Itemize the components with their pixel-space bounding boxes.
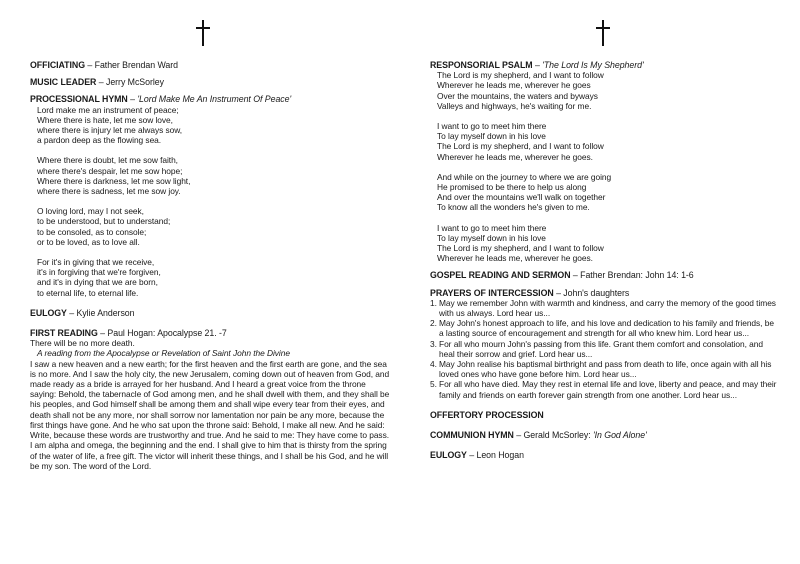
psalm-line: Wherever he leads me, wherever he goes. — [437, 151, 593, 162]
reading-body: I saw a new heaven and a new earth; for the first heaven and the first earth are gone, and the sea is no more. And I saw the holy city, the new Jerusalem, coming down out of heaven from God, and made ready as a bride is arrayed for her husband. And I heard a great voice from the throne saying: Behold, the tabernacle of God among men, and he shall dwell with them, and they shall be his peoples, and God himself shall be among them and shall wipe every tear from their eyes, and death shall not be any more, nor shall sorrow nor lamentation nor pain be any more, because the first things have gone. And he who sat upon the throne said: Behold, I make all new. And he said: Write, because these words are trustworthy and true. And he said to me: They have come to pass. I am alpha and omega, the beginning and the end. I shall give to him that is thirsty from the spring of the water of life, a free gift. The victor will inherit these things, and I shall be his God, and he will be my son. The word of the Lord. — [30, 358, 390, 471]
officiating-label: OFFICIATING — [30, 60, 85, 70]
psalm-line: The Lord is my shepherd, and I want to follow — [437, 141, 604, 152]
offertory-section — [430, 410, 780, 420]
hymn-line: to eternal life, to eternal life. — [37, 287, 139, 298]
music-leader-section — [30, 77, 390, 87]
first-reading-label: FIRST READING — [30, 328, 98, 339]
processional-title: 'Lord Make Me An Instrument Of Peace' — [137, 94, 292, 105]
prayer-text: May John realise his baptismal birthright and pass from death to life, once again with all his loved ones who have gone before him. Lord hear us... — [439, 359, 772, 380]
communion-value: – Gerald McSorley: — [513, 430, 594, 441]
hymn-stanza — [30, 206, 390, 247]
list-item — [430, 339, 780, 359]
eulogy2-label: EULOGY — [430, 450, 467, 461]
hymn-line: to be consoled, as to console; — [37, 226, 147, 237]
communion-label: COMMUNION HYMN — [430, 430, 514, 441]
officiating-section — [30, 60, 390, 70]
reading-intro: There will be no more death. — [30, 338, 135, 349]
prayer-number: 2. — [430, 318, 437, 329]
hymn-line: where there is injury let me always sow, — [37, 125, 183, 136]
processional-label: PROCESSIONAL HYMN — [30, 94, 128, 105]
communion-hymn-section — [430, 430, 780, 440]
psalm-stanza — [430, 172, 780, 213]
psalm-stanza — [430, 223, 780, 264]
psalm-line: And while on the journey to where we are going — [437, 171, 612, 182]
psalm-line: The Lord is my shepherd, and I want to follow — [437, 70, 604, 81]
officiating-value: – Father Brendan Ward — [85, 60, 178, 70]
psalm-line: I want to go to meet him there — [437, 222, 547, 233]
hymn-line: it's in forgiving that we're forgiven, — [37, 267, 161, 278]
prayer-text: For all who have died. May they rest in eternal life and love, liberty and peace, and may their family and friends on earth forever gain strength from one another. Lord hear us... — [439, 379, 777, 400]
prayer-text: May we remember John with warmth and kindness, and carry the memory of the good times with us always. Lord hear us... — [439, 297, 776, 319]
list-item — [430, 298, 780, 318]
psalm-line: To lay myself down in his love — [437, 232, 546, 243]
processional-dash: – — [127, 94, 138, 105]
first-reading-value: – Paul Hogan: Apocalypse 21. -7 — [97, 328, 227, 339]
hymn-line: O loving lord, may I not seek, — [37, 206, 144, 217]
list-item — [430, 318, 780, 338]
prayer-text: May John's honest approach to life, and his love and dedication to his family and friends, be a lasting source of encouragement and strength for all who knew him. Lord hear us... — [439, 318, 774, 339]
hymn-stanza — [30, 105, 390, 146]
list-item — [430, 359, 780, 379]
hymn-line: For it's in giving that we receive, — [37, 257, 155, 268]
psalm-line: I want to go to meet him there — [437, 121, 547, 132]
processional-hymn-section — [30, 94, 390, 297]
psalm-label: RESPONSORIAL PSALM — [430, 60, 533, 70]
psalm-line: Valleys and highways, he's waiting for me. — [437, 100, 592, 111]
psalm-line: To lay myself down in his love — [437, 131, 546, 142]
psalm-title: 'The Lord Is My Shepherd' — [542, 60, 644, 70]
psalm-line: He promised to be there to help us along — [437, 182, 587, 193]
eulogy-section — [30, 308, 390, 318]
hymn-line: Where there is doubt, let me sow faith, — [37, 155, 178, 166]
gospel-section — [430, 270, 780, 280]
left-column — [30, 60, 390, 471]
hymn-line: Where there is darkness, let me sow light, — [37, 175, 191, 186]
psalm-line: Wherever he leads me, wherever he goes. — [437, 253, 593, 264]
psalm-dash: – — [532, 60, 543, 70]
psalm-stanza — [430, 70, 780, 111]
prayers-section — [430, 288, 780, 400]
hymn-line: a pardon deep as the flowing sea. — [37, 135, 162, 146]
prayer-number: 5. — [430, 379, 437, 390]
prayer-text: For all who mourn John's passing from this life. Grant them comfort and consolation, and heal their sorrow and grief. Lord hear us... — [439, 338, 763, 359]
list-item — [430, 379, 780, 399]
prayer-number: 3. — [430, 338, 437, 349]
eulogy-value: – Kylie Anderson — [66, 307, 135, 318]
music-leader-value: – Jerry McSorley — [96, 77, 164, 88]
psalm-line: To know all the wonders he's given to me. — [437, 202, 590, 213]
hymn-stanza — [30, 155, 390, 196]
prayer-number: 1. — [430, 297, 437, 308]
music-leader-label: MUSIC LEADER — [30, 77, 97, 88]
psalm-line: The Lord is my shepherd, and I want to follow — [437, 243, 604, 254]
gospel-value: – Father Brendan: John 14: 1-6 — [570, 270, 694, 281]
psalm-line: And over the mountains we'll walk on together — [437, 192, 606, 203]
prayers-value: – John's daughters — [553, 287, 630, 298]
cross-icon — [596, 20, 610, 46]
psalm-line: Over the mountains, the waters and byways — [437, 90, 598, 101]
prayers-list — [430, 298, 780, 400]
communion-title: 'In God Alone' — [593, 430, 647, 441]
gospel-label: GOSPEL READING AND SERMON — [430, 270, 571, 281]
prayer-number: 4. — [430, 359, 437, 370]
hymn-line: and it's in dying that we are born, — [37, 277, 158, 288]
hymn-line: Lord make me an instrument of peace; — [37, 104, 179, 115]
eulogy2-value: – Leon Hogan — [466, 450, 524, 461]
eulogy2-section — [430, 450, 780, 460]
hymn-line: where there is sadness, let me sow joy. — [37, 186, 181, 197]
psalm-line: Wherever he leads me, wherever he goes — [437, 80, 591, 91]
reading-source: A reading from the Apocalypse or Revelation of Saint John the Divine — [37, 348, 290, 359]
hymn-line: Where there is hate, let me sow love, — [37, 114, 173, 125]
hymn-line: where there's despair, let me sow hope; — [37, 165, 183, 176]
offertory-label: OFFERTORY PROCESSION — [430, 409, 544, 420]
hymn-line: or to be loved, as to love all. — [37, 236, 140, 247]
eulogy-label: EULOGY — [30, 307, 67, 318]
hymn-stanza — [30, 257, 390, 298]
right-column — [430, 60, 780, 461]
prayers-label: PRAYERS OF INTERCESSION — [430, 287, 554, 298]
responsorial-psalm-section — [430, 60, 780, 263]
hymn-line: to be understood, but to understand; — [37, 216, 171, 227]
first-reading-section — [30, 328, 390, 471]
cross-icon — [196, 20, 210, 46]
psalm-stanza — [430, 121, 780, 162]
